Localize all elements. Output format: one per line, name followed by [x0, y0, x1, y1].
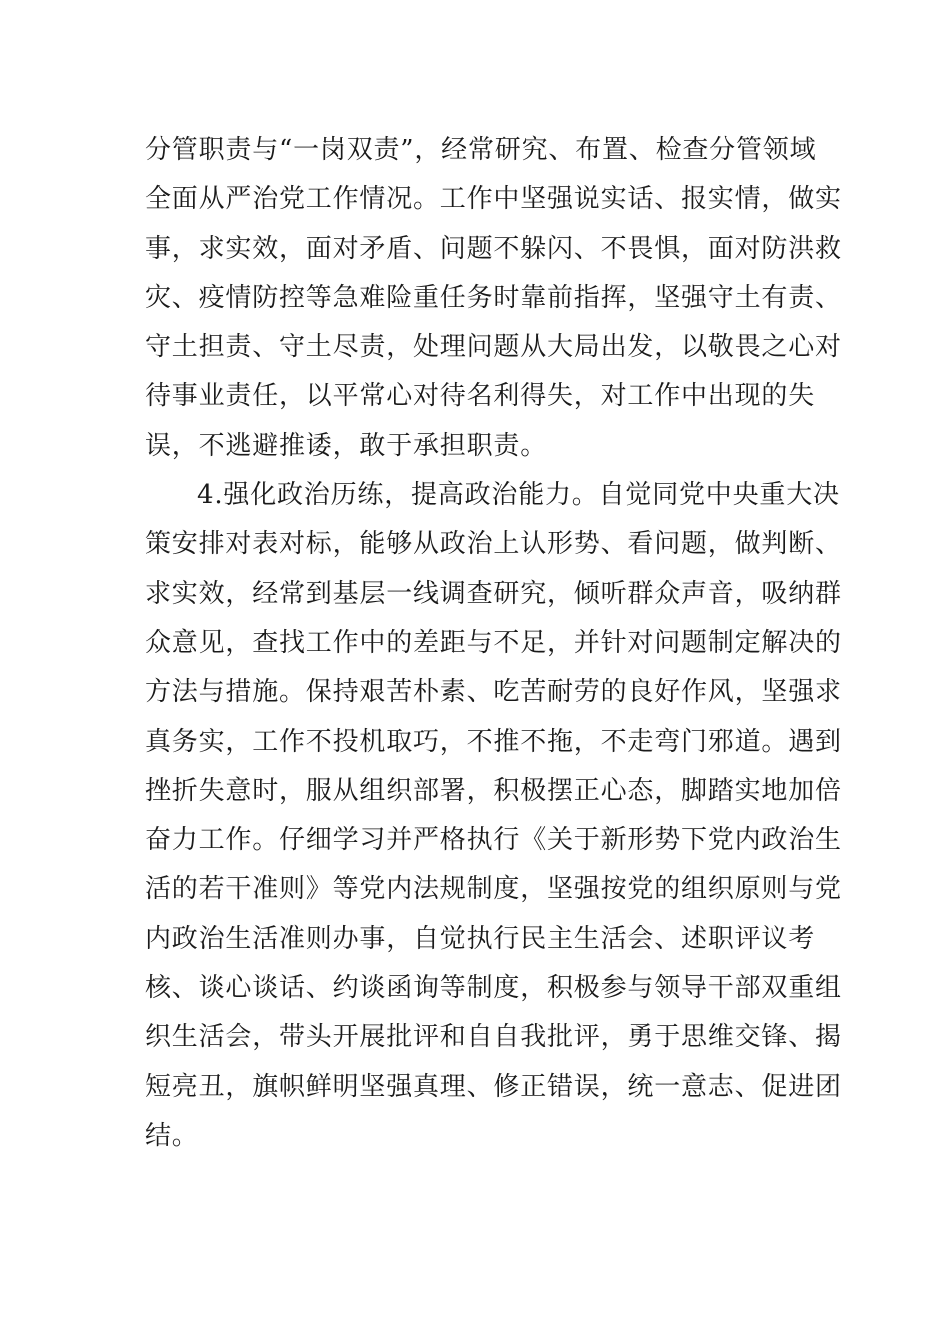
text-line: 结。: [145, 1120, 199, 1151]
text-line: 短亮丑，旗帜鲜明坚强真理、修正错误，统一意志、促进团: [145, 1071, 842, 1102]
document-body: [145, 126, 842, 1161]
text-line: 守土担责、守土尽责，处理问题从大局出发，以敬畏之心对: [145, 332, 842, 363]
text-line: 众意见，查找工作中的差距与不足，并针对问题制定解决的: [145, 627, 842, 658]
text-line: 挫折失意时，服从组织部署，积极摆正心态，脚踏实地加倍: [145, 775, 842, 806]
text-line: 求实效，经常到基层一线调查研究，倾听群众声音，吸纳群: [145, 578, 842, 609]
text-line: 误，不逃避推诿，敢于承担职责。: [145, 430, 548, 461]
text-line: 全面从严治党工作情况。工作中坚强说实话、报实情，做实: [145, 184, 842, 215]
text-line: 策安排对表对标，能够从政治上认形势、看问题，做判断、: [145, 529, 842, 560]
text-line: 核、谈心谈话、约谈函询等制度，积极参与领导干部双重组: [145, 973, 842, 1004]
paragraph-start-line: 4.强化政治历练，提高政治能力。自觉同党中央重大决: [197, 480, 840, 511]
text-line: 织生活会，带头开展批评和自自我批评，勇于思维交锋、揭: [145, 1022, 842, 1053]
text-line: 内政治生活准则办事，自觉执行民主生活会、述职评议考: [145, 923, 816, 954]
text-line: 灾、疫情防控等急难险重任务时靠前指挥，坚强守土有责、: [145, 282, 842, 313]
text-line: 方法与措施。保持艰苦朴素、吃苦耐劳的良好作风，坚强求: [145, 677, 842, 708]
text-line: 真务实，工作不投机取巧，不推不拖，不走弯门邪道。遇到: [145, 726, 842, 757]
text-line: 活的若干准则》等党内法规制度，坚强按党的组织原则与党: [145, 874, 842, 905]
text-line: 待事业责任，以平常心对待名利得失，对工作中出现的失: [145, 381, 816, 412]
text-line: 事，求实效，面对矛盾、问题不躲闪、不畏惧，面对防洪救: [145, 233, 842, 264]
text-line: 分管职责与“一岗双责”，经常研究、布置、检查分管领域: [145, 135, 817, 165]
text-line: 奋力工作。仔细学习并严格执行《关于新形势下党内政治生: [145, 825, 842, 856]
